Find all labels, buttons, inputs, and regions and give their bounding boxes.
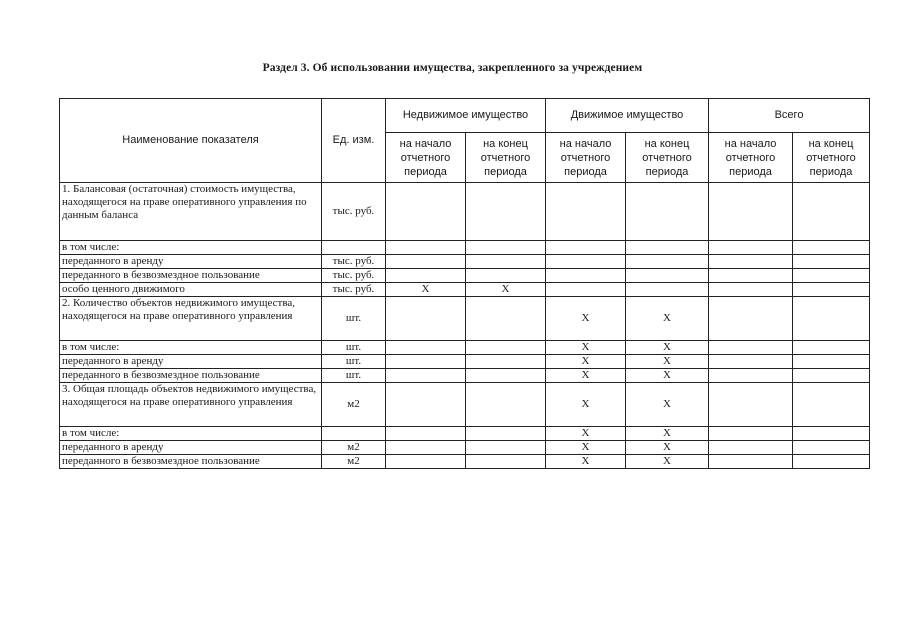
value-cell: X (546, 341, 626, 355)
row-indicator-name: в том числе: (60, 241, 322, 255)
table-row (60, 297, 870, 341)
row-indicator-name: переданного в аренду (60, 355, 322, 369)
row-indicator-name: особо ценного движимого (60, 283, 322, 297)
column-header-period-end: на конец отчетного периода (793, 133, 870, 183)
value-cell (626, 283, 709, 297)
value-cell (793, 297, 870, 341)
value-cell (709, 455, 793, 469)
value-cell: X (546, 355, 626, 369)
value-cell: X (386, 283, 466, 297)
table-row (60, 441, 870, 455)
row-unit: м2 (322, 455, 386, 469)
value-cell: X (546, 427, 626, 441)
value-cell (793, 183, 870, 241)
value-cell (709, 341, 793, 355)
column-header-period-start: на начало отчетного периода (386, 133, 466, 183)
value-cell: X (546, 441, 626, 455)
row-indicator-name: переданного в аренду (60, 441, 322, 455)
row-unit: шт. (322, 369, 386, 383)
value-cell (709, 355, 793, 369)
value-cell (466, 341, 546, 355)
row-unit (322, 241, 386, 255)
table-body (60, 183, 870, 469)
value-cell (386, 183, 466, 241)
row-unit: шт. (322, 341, 386, 355)
value-cell (386, 441, 466, 455)
value-cell (466, 383, 546, 427)
row-indicator-name: переданного в безвозмездное пользование (60, 369, 322, 383)
value-cell (466, 441, 546, 455)
value-cell (793, 269, 870, 283)
value-cell (793, 455, 870, 469)
value-cell (386, 455, 466, 469)
value-cell (466, 241, 546, 255)
value-cell (793, 355, 870, 369)
value-cell: X (626, 355, 709, 369)
value-cell: X (626, 369, 709, 383)
value-cell: X (626, 341, 709, 355)
value-cell (466, 355, 546, 369)
value-cell (793, 427, 870, 441)
value-cell (466, 455, 546, 469)
value-cell (709, 269, 793, 283)
value-cell (709, 369, 793, 383)
column-header-period-end: на конец отчетного периода (626, 133, 709, 183)
column-group-movable: Движимое имущество (546, 99, 709, 133)
value-cell (546, 183, 626, 241)
value-cell (386, 297, 466, 341)
value-cell (386, 383, 466, 427)
row-unit (322, 427, 386, 441)
column-header-period-start: на начало отчетного периода (709, 133, 793, 183)
table-row (60, 455, 870, 469)
row-unit: тыс. руб. (322, 183, 386, 241)
value-cell (386, 427, 466, 441)
value-cell (386, 269, 466, 283)
row-unit: шт. (322, 297, 386, 341)
column-header-period-start: на начало отчетного периода (546, 133, 626, 183)
header-row-groups (60, 99, 870, 133)
column-header-name: Наименование показателя (60, 99, 322, 183)
value-cell: X (546, 297, 626, 341)
table-row (60, 427, 870, 441)
value-cell (626, 269, 709, 283)
column-group-real-estate: Недвижимое имущество (386, 99, 546, 133)
value-cell: X (546, 369, 626, 383)
value-cell (709, 383, 793, 427)
value-cell (626, 255, 709, 269)
row-indicator-name: 2. Количество объектов недвижимого имущества, находящегося на праве оперативного управления (60, 297, 322, 341)
value-cell (793, 241, 870, 255)
table-row (60, 355, 870, 369)
row-indicator-name: в том числе: (60, 341, 322, 355)
value-cell (466, 183, 546, 241)
table-row (60, 383, 870, 427)
row-indicator-name: в том числе: (60, 427, 322, 441)
value-cell (546, 255, 626, 269)
table-row (60, 283, 870, 297)
value-cell (793, 369, 870, 383)
value-cell (793, 283, 870, 297)
value-cell (626, 241, 709, 255)
value-cell (386, 255, 466, 269)
value-cell: X (626, 427, 709, 441)
column-header-unit: Ед. изм. (322, 99, 386, 183)
table-row (60, 255, 870, 269)
value-cell (709, 283, 793, 297)
value-cell (709, 441, 793, 455)
row-indicator-name: переданного в безвозмездное пользование (60, 269, 322, 283)
row-unit: тыс. руб. (322, 255, 386, 269)
value-cell (793, 383, 870, 427)
row-unit: тыс. руб. (322, 269, 386, 283)
value-cell (709, 183, 793, 241)
value-cell (386, 355, 466, 369)
row-unit: шт. (322, 355, 386, 369)
value-cell: X (546, 383, 626, 427)
value-cell (466, 297, 546, 341)
value-cell (793, 341, 870, 355)
value-cell (546, 283, 626, 297)
value-cell: X (626, 441, 709, 455)
value-cell: X (626, 297, 709, 341)
value-cell: X (626, 383, 709, 427)
value-cell (466, 255, 546, 269)
table-row (60, 183, 870, 241)
table-row (60, 269, 870, 283)
row-unit: м2 (322, 441, 386, 455)
row-unit: тыс. руб. (322, 283, 386, 297)
row-unit: м2 (322, 383, 386, 427)
value-cell (466, 427, 546, 441)
value-cell: X (626, 455, 709, 469)
column-group-total: Всего (709, 99, 870, 133)
value-cell (709, 241, 793, 255)
row-indicator-name: переданного в безвозмездное пользование (60, 455, 322, 469)
value-cell (709, 427, 793, 441)
page-title: Раздел 3. Об использовании имущества, закрепленного за учреждением (262, 62, 643, 74)
value-cell (386, 341, 466, 355)
value-cell (793, 441, 870, 455)
value-cell (466, 269, 546, 283)
row-indicator-name: переданного в аренду (60, 255, 322, 269)
value-cell (466, 369, 546, 383)
column-header-period-end: на конец отчетного периода (466, 133, 546, 183)
table-row (60, 369, 870, 383)
table-row (60, 341, 870, 355)
row-indicator-name: 1. Балансовая (остаточная) стоимость имущества, находящегося на праве оперативного управления по данным баланса (60, 183, 322, 241)
value-cell: X (466, 283, 546, 297)
value-cell (386, 241, 466, 255)
value-cell (709, 297, 793, 341)
value-cell (709, 255, 793, 269)
row-indicator-name: 3. Общая площадь объектов недвижимого имущества, находящегося на праве оперативного управления (60, 383, 322, 427)
value-cell: X (546, 455, 626, 469)
property-usage-table (59, 98, 870, 469)
value-cell (626, 183, 709, 241)
value-cell (546, 241, 626, 255)
value-cell (386, 369, 466, 383)
value-cell (546, 269, 626, 283)
table-row (60, 241, 870, 255)
value-cell (793, 255, 870, 269)
